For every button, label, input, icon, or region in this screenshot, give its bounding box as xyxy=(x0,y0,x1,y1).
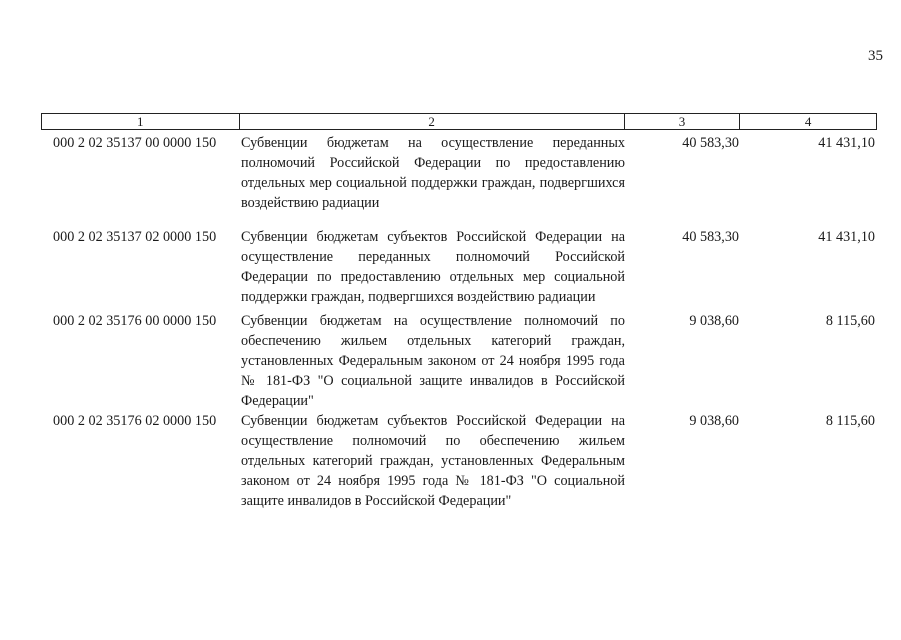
budget-code: 000 2 02 35137 02 0000 150 xyxy=(53,229,217,245)
row-description: Субвенции бюджетам на осуществление полномочий по обеспечению жильем отдельных категорий граждан, установленных Федеральным законом от 24 ноября 1995 года № 181-ФЗ "О социальной защите инвалидов в Российской Федерации" xyxy=(241,313,625,409)
table-header-col-1: 1 xyxy=(42,114,240,129)
budget-code: 000 2 02 35176 00 0000 150 xyxy=(53,313,217,329)
value-col-3: 9 038,60 xyxy=(689,413,739,429)
value-col-3: 40 583,30 xyxy=(682,135,739,151)
row-description: Субвенции бюджетам субъектов Российской Федерации на осуществление полномочий по обеспечению жильем отдельных категорий граждан, установленных Федеральным законом от 24 ноября 1995 года № 181-ФЗ "О социальной защите инвалидов в Российской Федерации" xyxy=(241,413,625,509)
row-description: Субвенции бюджетам субъектов Российской Федерации на осуществление переданных полномочий Российской Федерации по предоставлению отдельных мер социальной поддержки граждан, подвергшихся воздействию радиации xyxy=(241,229,625,305)
table-header-col-2: 2 xyxy=(240,114,625,129)
page-number: 35 xyxy=(868,48,883,64)
value-col-4: 41 431,10 xyxy=(818,229,875,245)
table-header-col-3: 3 xyxy=(625,114,741,129)
value-col-3: 9 038,60 xyxy=(689,313,739,329)
table-header-col-4: 4 xyxy=(804,114,812,129)
value-col-4: 41 431,10 xyxy=(818,135,875,151)
value-col-4: 8 115,60 xyxy=(825,313,875,329)
row-description: Субвенции бюджетам на осуществление переданных полномочий Российской Федерации по предоставлению отдельных мер социальной поддержки граждан, подвергшихся воздействию радиации xyxy=(241,135,625,211)
table-header-row xyxy=(41,113,877,130)
budget-code: 000 2 02 35137 00 0000 150 xyxy=(53,135,217,151)
budget-code: 000 2 02 35176 02 0000 150 xyxy=(53,413,217,429)
value-col-4: 8 115,60 xyxy=(825,413,875,429)
value-col-3: 40 583,30 xyxy=(682,229,739,245)
